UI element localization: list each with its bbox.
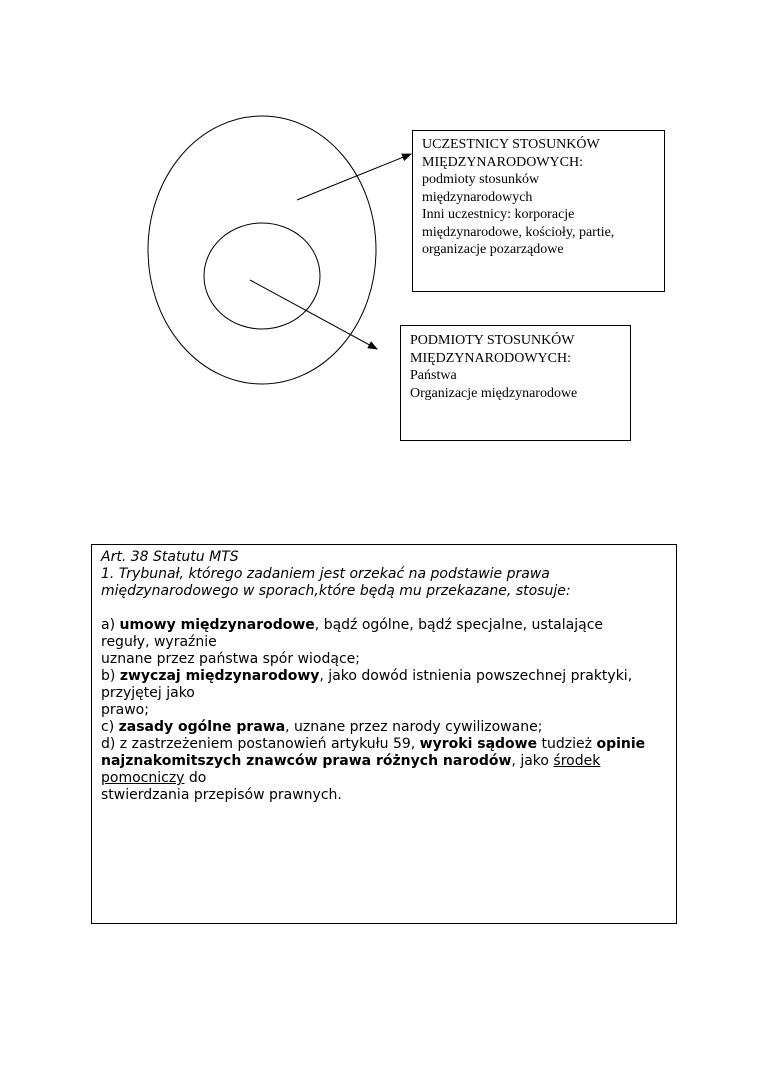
box-line: PODMIOTY STOSUNKÓW <box>410 333 575 348</box>
item-d-term: najznakomitszych znawców prawa różnych narodów <box>101 753 512 769</box>
box-line: MIĘDZYNARODOWYCH: <box>422 154 583 170</box>
item-d-line <box>101 736 668 753</box>
item-d-prefix: d) z zastrzeżeniem postanowień artykułu 59, <box>101 736 420 752</box>
article-title: Art. 38 Statutu MTS <box>101 549 239 565</box>
item-a-line: uznane przez państwa spór wiodące; <box>101 651 360 667</box>
item-d-line: stwierdzania przepisów prawnych. <box>101 787 342 803</box>
box-line: międzynarodowe, kościoły, partie, <box>422 224 615 240</box>
item-c-text: , uznane przez narody cywilizowane; <box>285 719 543 735</box>
item-d-underlined: środek <box>553 753 601 769</box>
item-d-text: tudzież <box>537 736 597 752</box>
item-b-line: przyjętej jako <box>101 685 195 701</box>
inner-ellipse <box>204 223 320 329</box>
item-d-underlined: pomocniczy <box>101 770 185 786</box>
box-line: MIĘDZYNARODOWYCH: <box>410 350 571 366</box>
blank-line <box>101 600 668 617</box>
article-intro-line: 1. Trybunał, którego zadaniem jest orzekać na podstawie prawa <box>101 566 550 582</box>
item-c-line <box>101 719 668 736</box>
item-b-line <box>101 668 668 685</box>
box-line: podmioty stosunków <box>422 172 540 187</box>
article-38-box <box>91 544 677 924</box>
subjects-text-box <box>400 325 631 441</box>
outer-ellipse <box>148 116 376 384</box>
arrow-to-inner-box <box>250 280 377 349</box>
item-b-line: prawo; <box>101 702 149 718</box>
box-line: UCZESTNICY STOSUNKÓW <box>422 137 600 152</box>
item-b-term: zwyczaj międzynarodowy <box>119 668 320 684</box>
item-b-text: , jako dowód istnienia powszechnej praktyki, <box>319 668 633 684</box>
item-a-line: reguły, wyraźnie <box>101 634 217 650</box>
item-a-line <box>101 617 668 634</box>
box-line: Organizacje międzynarodowe <box>410 385 578 401</box>
item-a-term: umowy międzynarodowe <box>119 617 315 633</box>
item-c-prefix: c) <box>101 719 119 735</box>
participants-text-box <box>412 130 665 292</box>
box-line: Inni uczestnicy: korporacje <box>422 207 575 222</box>
article-intro-line: międzynarodowego w sporach,które będą mu przekazane, stosuje: <box>101 583 571 599</box>
item-d-term: wyroki sądowe <box>419 736 538 752</box>
item-d-term: opinie <box>596 736 646 752</box>
item-d-text: , jako <box>511 753 554 769</box>
item-a-text: , bądź ogólne, bądź specjalne, ustalające <box>314 617 604 633</box>
arrow-to-outer-box <box>297 154 411 200</box>
item-d-text: do <box>184 770 207 786</box>
item-b-prefix: b) <box>101 668 120 684</box>
item-d-line <box>101 753 668 770</box>
item-d-line <box>101 770 668 787</box>
box-line: Państwa <box>410 368 457 383</box>
item-a-prefix: a) <box>101 617 120 633</box>
box-line: organizacje pozarządowe <box>422 242 564 257</box>
box-line: międzynarodowych <box>422 189 533 205</box>
item-c-term: zasady ogólne prawa <box>118 719 286 735</box>
